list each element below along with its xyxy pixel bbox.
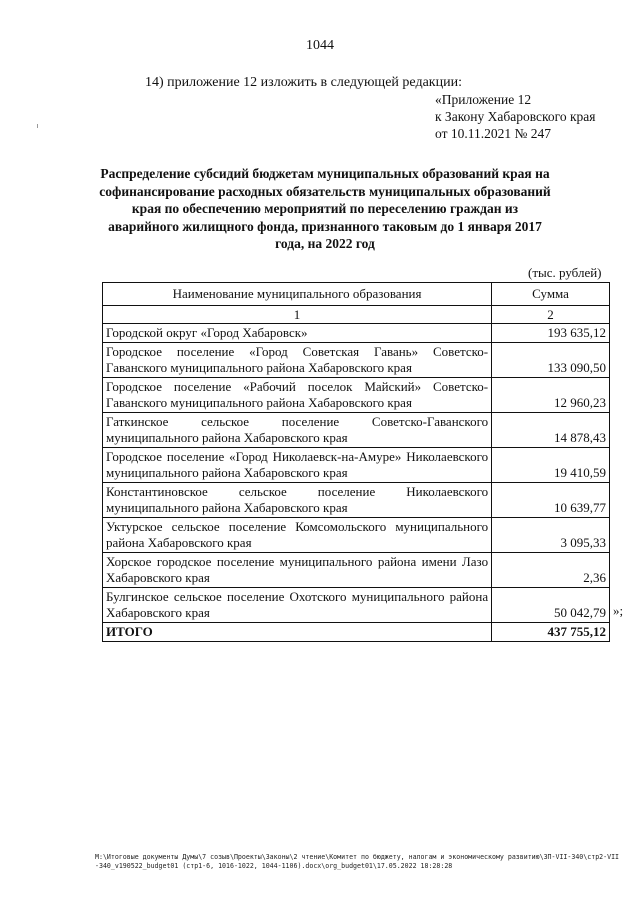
appendix-reference [435,91,596,142]
table-row [103,518,610,553]
document-title: Распределение субсидий бюджетам муниципальных образований края на софинансирование расходных обязательств муниципальных образований края по обеспечению мероприятий по переселению граждан из аварийного жилищного фонда, признанного таковым до 1 января 2017 года, на 2022 год [99,166,551,251]
unit-label: (тыс. рублей) [528,265,602,280]
row-name: Хорское городское поселение муниципального района имени Лазо Хабаровского края [103,553,492,588]
table-row [103,553,610,588]
table-row [103,483,610,518]
row-name: Константиновское сельское поселение Николаевского муниципального района Хабаровского края [103,483,492,518]
table-row [103,448,610,483]
row-name: Городское поселение «Рабочий поселок Майский» Советско-Гаванского муниципального района Хабаровского края [103,378,492,413]
row-sum: 3 095,33 [492,518,610,553]
row-sum: 193 635,12 [492,324,610,343]
margin-mark [37,124,38,128]
row-sum: 2,36 [492,553,610,588]
table-row [103,343,610,378]
amendment-intro: 14) приложение 12 изложить в следующей редакции: [145,75,462,90]
total-label: ИТОГО [103,623,492,642]
row-sum: 14 878,43 [492,413,610,448]
table-row [103,413,610,448]
table-row [103,588,610,623]
subsidy-table [102,282,610,642]
table-header-row [103,283,610,306]
total-row [103,623,610,642]
row-name: Городской округ «Город Хабаровск» [103,324,492,343]
row-sum: 50 042,79 [492,588,610,623]
appendix-ref-line-2: к Закону Хабаровского края [435,109,596,124]
closing-quote: »; [613,603,624,618]
row-sum: 19 410,59 [492,448,610,483]
total-sum: 437 755,12 [492,623,610,642]
appendix-ref-line-1: «Приложение 12 [435,92,532,107]
row-sum: 133 090,50 [492,343,610,378]
row-sum: 10 639,77 [492,483,610,518]
header-name: Наименование муниципального образования [103,283,492,306]
header-sum: Сумма [492,283,610,306]
appendix-ref-line-3: от 10.11.2021 № 247 [435,126,551,141]
row-name: Уктурское сельское поселение Комсомольского муниципального района Хабаровского края [103,518,492,553]
column-number-1: 1 [103,306,492,324]
row-name: Городское поселение «Город Николаевск-на-Амуре» Николаевского муниципального района Хабаровского края [103,448,492,483]
page-number: 1044 [306,38,334,53]
row-name: Городское поселение «Город Советская Гавань» Советско-Гаванского муниципального района Хабаровского края [103,343,492,378]
column-number-2: 2 [492,306,610,324]
table-row [103,324,610,343]
row-sum: 12 960,23 [492,378,610,413]
row-name: Булгинское сельское поселение Охотского муниципального района Хабаровского края [103,588,492,623]
row-name: Гаткинское сельское поселение Советско-Гаванского муниципального района Хабаровского края [103,413,492,448]
column-number-row [103,306,610,324]
footer-file-path: M:\Итоговые документы Думы\7 созыв\Проекты\Законы\2 чтение\Комитет по бюджету, налогам и экономическому развитию\ЗП-VII-340\стр2-VII-340_v190522_budget01 (стр1-6, 1016-1022, 1044-1106).docx\org_budget01\17.05.2022 18:28:28 [95,853,620,870]
table-row [103,378,610,413]
